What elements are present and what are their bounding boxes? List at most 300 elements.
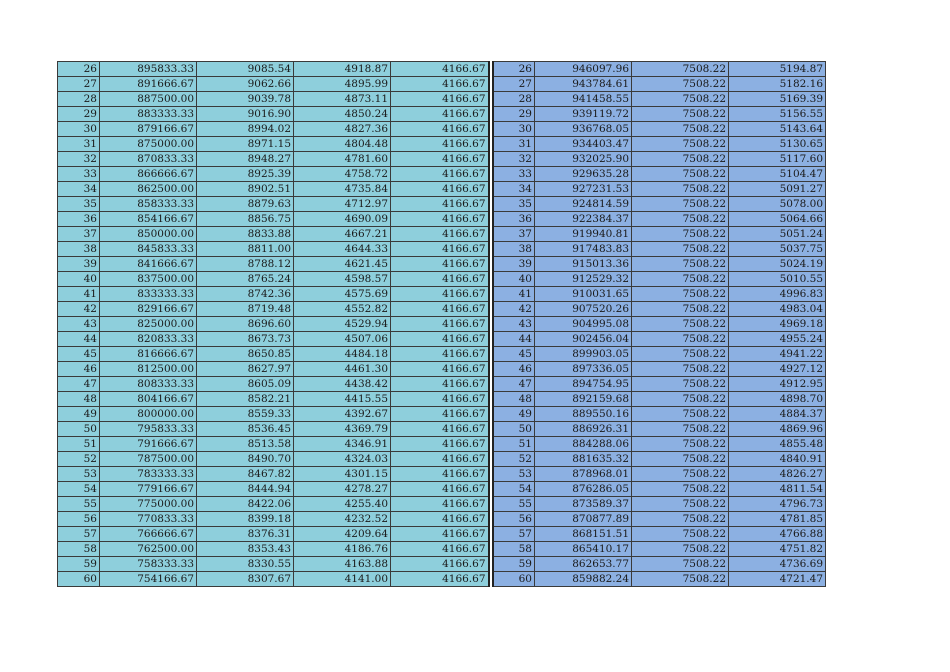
table-cell-period[interactable]: 34 — [58, 182, 100, 197]
table-cell-payment[interactable]: 7508.22 — [632, 527, 729, 542]
table-cell-payment[interactable]: 7508.22 — [632, 77, 729, 92]
table-cell-payment[interactable]: 8627.97 — [197, 362, 294, 377]
table-cell-interest[interactable]: 4955.24 — [729, 332, 826, 347]
table-cell-interest[interactable]: 4873.11 — [294, 92, 391, 107]
table-cell-balance[interactable]: 904995.08 — [535, 317, 632, 332]
table-cell-payment[interactable]: 8696.60 — [197, 317, 294, 332]
table-cell-payment[interactable]: 7508.22 — [632, 572, 729, 587]
table-cell-balance[interactable]: 894754.95 — [535, 377, 632, 392]
table-cell-payment[interactable]: 9039.78 — [197, 92, 294, 107]
table-cell-interest[interactable]: 4918.87 — [294, 62, 391, 77]
table-cell-balance[interactable]: 868151.51 — [535, 527, 632, 542]
table-cell-period[interactable]: 36 — [493, 212, 535, 227]
table-cell-period[interactable]: 57 — [58, 527, 100, 542]
table-cell-period[interactable]: 38 — [58, 242, 100, 257]
table-cell-period[interactable]: 44 — [493, 332, 535, 347]
table-cell-interest[interactable]: 5169.39 — [729, 92, 826, 107]
table-cell-balance[interactable]: 936768.05 — [535, 122, 632, 137]
table-cell-payment[interactable]: 8467.82 — [197, 467, 294, 482]
table-cell-period[interactable]: 41 — [58, 287, 100, 302]
table-cell-balance[interactable]: 808333.33 — [100, 377, 197, 392]
table-cell-period[interactable]: 55 — [493, 497, 535, 512]
table-cell-balance[interactable]: 873589.37 — [535, 497, 632, 512]
table-cell-balance[interactable]: 915013.36 — [535, 257, 632, 272]
table-cell-period[interactable]: 30 — [493, 122, 535, 137]
table-cell-payment[interactable]: 8444.94 — [197, 482, 294, 497]
table-cell-payment[interactable]: 7508.22 — [632, 92, 729, 107]
table-cell-balance[interactable]: 770833.33 — [100, 512, 197, 527]
table-cell-payment[interactable]: 7508.22 — [632, 362, 729, 377]
table-cell-balance[interactable]: 845833.33 — [100, 242, 197, 257]
table-cell-principal[interactable]: 4166.67 — [391, 407, 489, 422]
table-cell-balance[interactable]: 883333.33 — [100, 107, 197, 122]
table-cell-period[interactable]: 50 — [493, 422, 535, 437]
table-cell-interest[interactable]: 5130.65 — [729, 137, 826, 152]
table-cell-payment[interactable]: 8376.31 — [197, 527, 294, 542]
table-cell-interest[interactable]: 4758.72 — [294, 167, 391, 182]
table-cell-interest[interactable]: 4735.84 — [294, 182, 391, 197]
table-cell-interest[interactable]: 5117.60 — [729, 152, 826, 167]
table-cell-payment[interactable]: 7508.22 — [632, 197, 729, 212]
table-cell-period[interactable]: 40 — [493, 272, 535, 287]
table-cell-balance[interactable]: 899903.05 — [535, 347, 632, 362]
table-cell-payment[interactable]: 7508.22 — [632, 272, 729, 287]
table-cell-balance[interactable]: 891666.67 — [100, 77, 197, 92]
table-cell-period[interactable]: 59 — [493, 557, 535, 572]
table-cell-balance[interactable]: 917483.83 — [535, 242, 632, 257]
table-cell-payment[interactable]: 7508.22 — [632, 287, 729, 302]
table-cell-period[interactable]: 48 — [58, 392, 100, 407]
table-cell-interest[interactable]: 4927.12 — [729, 362, 826, 377]
table-cell-principal[interactable]: 4166.67 — [391, 317, 489, 332]
table-cell-period[interactable]: 40 — [58, 272, 100, 287]
table-cell-payment[interactable]: 7508.22 — [632, 452, 729, 467]
table-cell-balance[interactable]: 884288.06 — [535, 437, 632, 452]
table-cell-period[interactable]: 48 — [493, 392, 535, 407]
table-cell-balance[interactable]: 850000.00 — [100, 227, 197, 242]
table-cell-period[interactable]: 31 — [493, 137, 535, 152]
table-cell-period[interactable]: 32 — [58, 152, 100, 167]
table-cell-principal[interactable]: 4166.67 — [391, 272, 489, 287]
table-cell-balance[interactable]: 862500.00 — [100, 182, 197, 197]
table-cell-principal[interactable]: 4166.67 — [391, 182, 489, 197]
table-cell-interest[interactable]: 4766.88 — [729, 527, 826, 542]
table-cell-period[interactable]: 37 — [493, 227, 535, 242]
table-cell-principal[interactable]: 4166.67 — [391, 452, 489, 467]
table-cell-balance[interactable]: 941458.55 — [535, 92, 632, 107]
table-cell-period[interactable]: 58 — [58, 542, 100, 557]
table-cell-payment[interactable]: 8353.43 — [197, 542, 294, 557]
table-cell-principal[interactable]: 4166.67 — [391, 122, 489, 137]
table-cell-balance[interactable]: 804166.67 — [100, 392, 197, 407]
table-cell-period[interactable]: 26 — [58, 62, 100, 77]
table-cell-interest[interactable]: 4644.33 — [294, 242, 391, 257]
table-cell-principal[interactable]: 4166.67 — [391, 287, 489, 302]
table-cell-interest[interactable]: 4438.42 — [294, 377, 391, 392]
table-cell-period[interactable]: 45 — [493, 347, 535, 362]
table-cell-interest[interactable]: 4621.45 — [294, 257, 391, 272]
table-cell-balance[interactable]: 943784.61 — [535, 77, 632, 92]
table-cell-interest[interactable]: 4598.57 — [294, 272, 391, 287]
table-cell-balance[interactable]: 879166.67 — [100, 122, 197, 137]
table-cell-principal[interactable]: 4166.67 — [391, 377, 489, 392]
table-cell-interest[interactable]: 4690.09 — [294, 212, 391, 227]
table-cell-principal[interactable]: 4166.67 — [391, 347, 489, 362]
table-cell-balance[interactable]: 795833.33 — [100, 422, 197, 437]
table-cell-payment[interactable]: 8765.24 — [197, 272, 294, 287]
table-cell-balance[interactable]: 866666.67 — [100, 167, 197, 182]
table-cell-payment[interactable]: 7508.22 — [632, 302, 729, 317]
table-cell-period[interactable]: 43 — [493, 317, 535, 332]
table-cell-interest[interactable]: 4141.00 — [294, 572, 391, 587]
table-cell-interest[interactable]: 4898.70 — [729, 392, 826, 407]
table-cell-balance[interactable]: 854166.67 — [100, 212, 197, 227]
table-cell-interest[interactable]: 4712.97 — [294, 197, 391, 212]
table-cell-period[interactable]: 31 — [58, 137, 100, 152]
table-cell-balance[interactable]: 929635.28 — [535, 167, 632, 182]
table-cell-payment[interactable]: 7508.22 — [632, 422, 729, 437]
table-cell-interest[interactable]: 4996.83 — [729, 287, 826, 302]
table-cell-period[interactable]: 44 — [58, 332, 100, 347]
table-cell-payment[interactable]: 8582.21 — [197, 392, 294, 407]
table-cell-interest[interactable]: 4415.55 — [294, 392, 391, 407]
table-cell-period[interactable]: 27 — [493, 77, 535, 92]
table-cell-interest[interactable]: 4840.91 — [729, 452, 826, 467]
table-cell-interest[interactable]: 4667.21 — [294, 227, 391, 242]
table-cell-interest[interactable]: 4575.69 — [294, 287, 391, 302]
table-cell-payment[interactable]: 8536.45 — [197, 422, 294, 437]
table-cell-period[interactable]: 35 — [58, 197, 100, 212]
table-cell-interest[interactable]: 4507.06 — [294, 332, 391, 347]
table-cell-interest[interactable]: 4324.03 — [294, 452, 391, 467]
table-cell-balance[interactable]: 841666.67 — [100, 257, 197, 272]
table-cell-payment[interactable]: 7508.22 — [632, 257, 729, 272]
table-cell-payment[interactable]: 7508.22 — [632, 542, 729, 557]
table-cell-interest[interactable]: 5037.75 — [729, 242, 826, 257]
table-cell-payment[interactable]: 7508.22 — [632, 377, 729, 392]
table-cell-interest[interactable]: 4278.27 — [294, 482, 391, 497]
table-cell-interest[interactable]: 5010.55 — [729, 272, 826, 287]
table-cell-interest[interactable]: 4811.54 — [729, 482, 826, 497]
table-cell-interest[interactable]: 5143.64 — [729, 122, 826, 137]
table-cell-interest[interactable]: 5091.27 — [729, 182, 826, 197]
table-cell-period[interactable]: 47 — [58, 377, 100, 392]
table-cell-period[interactable]: 42 — [58, 302, 100, 317]
table-cell-payment[interactable]: 8971.15 — [197, 137, 294, 152]
table-cell-interest[interactable]: 4529.94 — [294, 317, 391, 332]
table-cell-period[interactable]: 60 — [58, 572, 100, 587]
table-cell-balance[interactable]: 927231.53 — [535, 182, 632, 197]
table-cell-period[interactable]: 45 — [58, 347, 100, 362]
table-cell-balance[interactable]: 897336.05 — [535, 362, 632, 377]
table-cell-interest[interactable]: 5104.47 — [729, 167, 826, 182]
table-cell-principal[interactable]: 4166.67 — [391, 77, 489, 92]
table-cell-balance[interactable]: 779166.67 — [100, 482, 197, 497]
table-cell-balance[interactable]: 837500.00 — [100, 272, 197, 287]
table-cell-period[interactable]: 41 — [493, 287, 535, 302]
table-cell-balance[interactable]: 865410.17 — [535, 542, 632, 557]
table-cell-payment[interactable]: 8559.33 — [197, 407, 294, 422]
table-cell-balance[interactable]: 833333.33 — [100, 287, 197, 302]
table-cell-interest[interactable]: 4484.18 — [294, 347, 391, 362]
table-cell-payment[interactable]: 7508.22 — [632, 437, 729, 452]
table-cell-balance[interactable]: 816666.67 — [100, 347, 197, 362]
table-cell-period[interactable]: 43 — [58, 317, 100, 332]
table-cell-principal[interactable]: 4166.67 — [391, 257, 489, 272]
table-cell-payment[interactable]: 7508.22 — [632, 227, 729, 242]
table-cell-balance[interactable]: 829166.67 — [100, 302, 197, 317]
table-cell-principal[interactable]: 4166.67 — [391, 437, 489, 452]
table-cell-principal[interactable]: 4166.67 — [391, 62, 489, 77]
table-cell-balance[interactable]: 820833.33 — [100, 332, 197, 347]
table-cell-period[interactable]: 27 — [58, 77, 100, 92]
table-cell-interest[interactable]: 4232.52 — [294, 512, 391, 527]
table-cell-balance[interactable]: 895833.33 — [100, 62, 197, 77]
table-cell-period[interactable]: 39 — [58, 257, 100, 272]
table-cell-interest[interactable]: 4850.24 — [294, 107, 391, 122]
table-cell-balance[interactable]: 812500.00 — [100, 362, 197, 377]
table-cell-interest[interactable]: 4736.69 — [729, 557, 826, 572]
table-cell-payment[interactable]: 7508.22 — [632, 407, 729, 422]
table-cell-interest[interactable]: 5051.24 — [729, 227, 826, 242]
table-cell-balance[interactable]: 825000.00 — [100, 317, 197, 332]
table-cell-period[interactable]: 49 — [493, 407, 535, 422]
table-cell-period[interactable]: 55 — [58, 497, 100, 512]
table-cell-balance[interactable]: 775000.00 — [100, 497, 197, 512]
table-cell-payment[interactable]: 7508.22 — [632, 317, 729, 332]
table-cell-principal[interactable]: 4166.67 — [391, 107, 489, 122]
table-cell-balance[interactable]: 862653.77 — [535, 557, 632, 572]
table-cell-interest[interactable]: 4209.64 — [294, 527, 391, 542]
table-cell-balance[interactable]: 858333.33 — [100, 197, 197, 212]
table-cell-balance[interactable]: 919940.81 — [535, 227, 632, 242]
table-cell-period[interactable]: 59 — [58, 557, 100, 572]
table-cell-period[interactable]: 47 — [493, 377, 535, 392]
table-cell-principal[interactable]: 4166.67 — [391, 152, 489, 167]
table-cell-payment[interactable]: 7508.22 — [632, 347, 729, 362]
table-cell-period[interactable]: 58 — [493, 542, 535, 557]
table-cell-payment[interactable]: 7508.22 — [632, 467, 729, 482]
table-cell-interest[interactable]: 4186.76 — [294, 542, 391, 557]
table-cell-payment[interactable]: 8673.73 — [197, 332, 294, 347]
table-cell-interest[interactable]: 5024.19 — [729, 257, 826, 272]
table-cell-interest[interactable]: 4884.37 — [729, 407, 826, 422]
table-cell-payment[interactable]: 8513.58 — [197, 437, 294, 452]
table-cell-payment[interactable]: 7508.22 — [632, 62, 729, 77]
table-cell-payment[interactable]: 8902.51 — [197, 182, 294, 197]
table-cell-period[interactable]: 53 — [58, 467, 100, 482]
table-cell-principal[interactable]: 4166.67 — [391, 422, 489, 437]
table-cell-period[interactable]: 39 — [493, 257, 535, 272]
table-cell-interest[interactable]: 4827.36 — [294, 122, 391, 137]
table-cell-period[interactable]: 56 — [493, 512, 535, 527]
table-cell-balance[interactable]: 892159.68 — [535, 392, 632, 407]
table-cell-period[interactable]: 52 — [493, 452, 535, 467]
table-cell-interest[interactable]: 4804.48 — [294, 137, 391, 152]
table-cell-principal[interactable]: 4166.67 — [391, 497, 489, 512]
table-cell-interest[interactable]: 4461.30 — [294, 362, 391, 377]
table-cell-interest[interactable]: 4392.67 — [294, 407, 391, 422]
table-cell-interest[interactable]: 4869.96 — [729, 422, 826, 437]
table-cell-interest[interactable]: 4346.91 — [294, 437, 391, 452]
table-cell-period[interactable]: 46 — [493, 362, 535, 377]
table-cell-balance[interactable]: 886926.31 — [535, 422, 632, 437]
table-cell-balance[interactable]: 887500.00 — [100, 92, 197, 107]
table-cell-interest[interactable]: 4255.40 — [294, 497, 391, 512]
table-cell-balance[interactable]: 922384.37 — [535, 212, 632, 227]
table-cell-payment[interactable]: 7508.22 — [632, 152, 729, 167]
table-cell-principal[interactable]: 4166.67 — [391, 512, 489, 527]
table-cell-interest[interactable]: 4796.73 — [729, 497, 826, 512]
table-cell-payment[interactable]: 8856.75 — [197, 212, 294, 227]
table-cell-payment[interactable]: 9062.66 — [197, 77, 294, 92]
table-cell-principal[interactable]: 4166.67 — [391, 92, 489, 107]
table-cell-interest[interactable]: 4983.04 — [729, 302, 826, 317]
table-cell-period[interactable]: 51 — [493, 437, 535, 452]
table-cell-principal[interactable]: 4166.67 — [391, 482, 489, 497]
table-cell-payment[interactable]: 8490.70 — [197, 452, 294, 467]
table-cell-balance[interactable]: 934403.47 — [535, 137, 632, 152]
table-cell-period[interactable]: 54 — [58, 482, 100, 497]
table-cell-payment[interactable]: 8605.09 — [197, 377, 294, 392]
table-cell-principal[interactable]: 4166.67 — [391, 467, 489, 482]
table-cell-payment[interactable]: 7508.22 — [632, 167, 729, 182]
table-cell-balance[interactable]: 889550.16 — [535, 407, 632, 422]
table-cell-balance[interactable]: 783333.33 — [100, 467, 197, 482]
table-cell-balance[interactable]: 907520.26 — [535, 302, 632, 317]
table-cell-interest[interactable]: 5194.87 — [729, 62, 826, 77]
table-cell-payment[interactable]: 7508.22 — [632, 122, 729, 137]
table-cell-period[interactable]: 57 — [493, 527, 535, 542]
table-cell-payment[interactable]: 7508.22 — [632, 497, 729, 512]
table-cell-interest[interactable]: 5182.16 — [729, 77, 826, 92]
table-cell-principal[interactable]: 4166.67 — [391, 572, 489, 587]
table-cell-balance[interactable]: 787500.00 — [100, 452, 197, 467]
table-cell-period[interactable]: 32 — [493, 152, 535, 167]
table-cell-period[interactable]: 35 — [493, 197, 535, 212]
table-cell-principal[interactable]: 4166.67 — [391, 302, 489, 317]
table-cell-interest[interactable]: 4969.18 — [729, 317, 826, 332]
table-cell-payment[interactable]: 8948.27 — [197, 152, 294, 167]
table-cell-payment[interactable]: 7508.22 — [632, 332, 729, 347]
table-cell-payment[interactable]: 8788.12 — [197, 257, 294, 272]
table-cell-period[interactable]: 53 — [493, 467, 535, 482]
table-cell-period[interactable]: 38 — [493, 242, 535, 257]
table-cell-interest[interactable]: 4552.82 — [294, 302, 391, 317]
table-cell-principal[interactable]: 4166.67 — [391, 137, 489, 152]
table-cell-period[interactable]: 29 — [493, 107, 535, 122]
table-cell-payment[interactable]: 8650.85 — [197, 347, 294, 362]
table-cell-payment[interactable]: 8994.02 — [197, 122, 294, 137]
table-cell-payment[interactable]: 7508.22 — [632, 212, 729, 227]
table-cell-payment[interactable]: 8399.18 — [197, 512, 294, 527]
table-cell-balance[interactable]: 876286.05 — [535, 482, 632, 497]
table-cell-balance[interactable]: 924814.59 — [535, 197, 632, 212]
table-cell-payment[interactable]: 7508.22 — [632, 557, 729, 572]
table-cell-period[interactable]: 28 — [58, 92, 100, 107]
table-cell-balance[interactable]: 932025.90 — [535, 152, 632, 167]
table-cell-principal[interactable]: 4166.67 — [391, 392, 489, 407]
table-cell-balance[interactable]: 881635.32 — [535, 452, 632, 467]
table-cell-period[interactable]: 30 — [58, 122, 100, 137]
table-cell-period[interactable]: 28 — [493, 92, 535, 107]
table-cell-principal[interactable]: 4166.67 — [391, 542, 489, 557]
table-cell-period[interactable]: 26 — [493, 62, 535, 77]
table-cell-balance[interactable]: 939119.72 — [535, 107, 632, 122]
table-cell-period[interactable]: 60 — [493, 572, 535, 587]
table-cell-balance[interactable]: 791666.67 — [100, 437, 197, 452]
table-cell-payment[interactable]: 8925.39 — [197, 167, 294, 182]
table-cell-principal[interactable]: 4166.67 — [391, 167, 489, 182]
table-cell-interest[interactable]: 4781.60 — [294, 152, 391, 167]
table-cell-period[interactable]: 50 — [58, 422, 100, 437]
table-cell-principal[interactable]: 4166.67 — [391, 212, 489, 227]
table-cell-period[interactable]: 49 — [58, 407, 100, 422]
table-cell-payment[interactable]: 8742.36 — [197, 287, 294, 302]
table-cell-payment[interactable]: 8879.63 — [197, 197, 294, 212]
table-cell-payment[interactable]: 7508.22 — [632, 107, 729, 122]
table-cell-period[interactable]: 51 — [58, 437, 100, 452]
table-cell-interest[interactable]: 4751.82 — [729, 542, 826, 557]
table-cell-interest[interactable]: 4912.95 — [729, 377, 826, 392]
table-cell-payment[interactable]: 8719.48 — [197, 302, 294, 317]
table-cell-interest[interactable]: 4895.99 — [294, 77, 391, 92]
table-cell-balance[interactable]: 870877.89 — [535, 512, 632, 527]
table-cell-period[interactable]: 34 — [493, 182, 535, 197]
table-cell-payment[interactable]: 8833.88 — [197, 227, 294, 242]
table-cell-payment[interactable]: 8422.06 — [197, 497, 294, 512]
table-cell-balance[interactable]: 875000.00 — [100, 137, 197, 152]
table-cell-period[interactable]: 52 — [58, 452, 100, 467]
table-cell-payment[interactable]: 8307.67 — [197, 572, 294, 587]
table-cell-interest[interactable]: 5078.00 — [729, 197, 826, 212]
table-cell-balance[interactable]: 762500.00 — [100, 542, 197, 557]
table-cell-payment[interactable]: 7508.22 — [632, 482, 729, 497]
table-cell-payment[interactable]: 7508.22 — [632, 392, 729, 407]
table-cell-payment[interactable]: 7508.22 — [632, 242, 729, 257]
table-cell-principal[interactable]: 4166.67 — [391, 227, 489, 242]
table-cell-balance[interactable]: 912529.32 — [535, 272, 632, 287]
table-cell-interest[interactable]: 5156.55 — [729, 107, 826, 122]
table-cell-payment[interactable]: 8811.00 — [197, 242, 294, 257]
table-cell-period[interactable]: 56 — [58, 512, 100, 527]
table-cell-principal[interactable]: 4166.67 — [391, 362, 489, 377]
table-cell-period[interactable]: 33 — [58, 167, 100, 182]
table-cell-period[interactable]: 33 — [493, 167, 535, 182]
table-cell-period[interactable]: 29 — [58, 107, 100, 122]
table-cell-period[interactable]: 42 — [493, 302, 535, 317]
table-cell-payment[interactable]: 7508.22 — [632, 512, 729, 527]
table-cell-interest[interactable]: 4301.15 — [294, 467, 391, 482]
table-cell-period[interactable]: 46 — [58, 362, 100, 377]
table-cell-principal[interactable]: 4166.67 — [391, 242, 489, 257]
table-cell-interest[interactable]: 4855.48 — [729, 437, 826, 452]
table-cell-balance[interactable]: 878968.01 — [535, 467, 632, 482]
table-cell-payment[interactable]: 8330.55 — [197, 557, 294, 572]
table-cell-principal[interactable]: 4166.67 — [391, 197, 489, 212]
table-cell-period[interactable]: 37 — [58, 227, 100, 242]
table-cell-interest[interactable]: 4721.47 — [729, 572, 826, 587]
table-cell-balance[interactable]: 902456.04 — [535, 332, 632, 347]
table-cell-interest[interactable]: 4369.79 — [294, 422, 391, 437]
table-cell-period[interactable]: 54 — [493, 482, 535, 497]
table-cell-payment[interactable]: 7508.22 — [632, 137, 729, 152]
table-cell-payment[interactable]: 9016.90 — [197, 107, 294, 122]
table-cell-balance[interactable]: 758333.33 — [100, 557, 197, 572]
table-cell-interest[interactable]: 4781.85 — [729, 512, 826, 527]
table-cell-interest[interactable]: 4941.22 — [729, 347, 826, 362]
table-cell-balance[interactable]: 946097.96 — [535, 62, 632, 77]
